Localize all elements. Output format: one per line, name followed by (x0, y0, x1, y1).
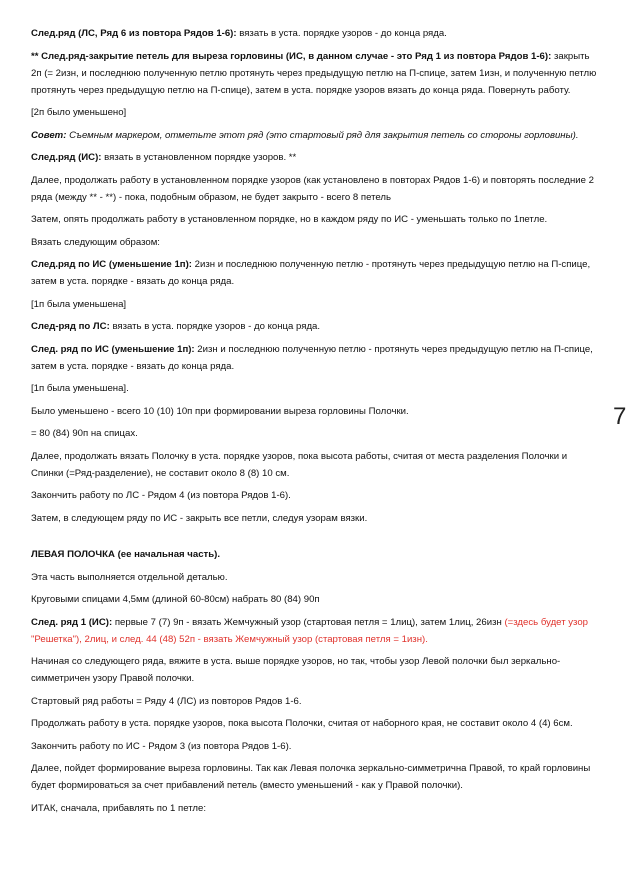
paragraph-rs-row: След-ряд по ЛС: вязать в уста. порядке узоров - до конца ряда. (31, 321, 321, 332)
paragraph-knit-as-follows: Вязать следующим образом: (31, 236, 160, 248)
paragraph-row1-ws: След. ряд 1 (ИС): первые 7 (7) 9п - вязать Жемчужный узор (стартовая петля = 1лиц), затем 1лиц, 26изн (=здесь будет узор "Решетка"), 2лиц, и след. 44 (48) 52п - вязать Жемчужный узор (стартовая петля = 1изн). (31, 616, 589, 645)
paragraph-mirror-pattern: Начиная со следующего ряда, вяжите в уста. выше порядке узоров, но так, чтобы узор Левой полочки был зеркально-симметричен узору Правой полочки. (31, 656, 561, 684)
paragraph-ws-decrease-2: След. ряд по ИС (уменьшение 1п): 2изн и последнюю полученную петлю - протянуть через предыдущую петлю на П-спице, затем в уста. порядке - вязать до конца ряда. (31, 343, 593, 372)
paragraph-start-row: Стартовый ряд работы = Ряду 4 (ЛС) из повторов Рядов 1-6. (31, 695, 302, 707)
document-page (31, 25, 599, 822)
page-number: 7 (613, 403, 627, 430)
paragraph-neck-bindoff: ** След.ряд-закрытие петель для выреза горловины (ИС, в данном случае - это Ряд 1 из повтора Рядов 1-6): закрыть 2п (= 2изн, и последнюю полученную петлю протянуть через предыдущую петлю на П-спице, затем 1изн, и полученную петлю протянуть через предыдущую петлю на П-спице), затем в уста. порядке узоров вязать до конца ряда. Повернуть работу. (31, 50, 597, 96)
paragraph-continue-height: Продолжать работу в уста. порядке узоров, пока высота Полочки, считая от наборного края, не составит около 4 (4) 6см. (31, 718, 573, 729)
paragraph-cast-on: Круговыми спицами 4,5мм (длиной 60-80см) набрать 80 (84) 90п (31, 594, 320, 605)
paragraph-ws-decrease-1: След.ряд по ИС (уменьшение 1п): 2изн и последнюю полученную петлю - протянуть через предыдущую петлю на П-спице, затем в уста. порядке - вязать до конца ряда. (31, 259, 591, 287)
paragraph-stitch-count: = 80 (84) 90п на спицах. (31, 428, 138, 439)
paragraph-finish-ws: Закончить работу по ИС - Рядом 3 (из повтора Рядов 1-6). (31, 740, 292, 752)
paragraph-next-row-ws: След.ряд (ИС): вязать в установленном порядке узоров. ** (31, 152, 297, 163)
section-heading-left-front: ЛЕВАЯ ПОЛОЧКА (ее начальная часть). (31, 549, 220, 560)
paragraph-neckline-shaping: Далее, пойдет формирование выреза горловины. Так как Левая полочка зеркально-симметрична Правой, то край горловины будет формироваться за счет прибавлений петель (вместо уменьшений - как у Правой полочки). (31, 763, 591, 791)
paragraph-then-decrease: Затем, опять продолжать работу в установленном порядке, но в каждом ряду по ИС - уменьшать только по 1петле. (31, 214, 548, 225)
paragraph-total-decreased: Было уменьшено - всего 10 (10) 10п при формировании выреза горловины Полочки. (31, 405, 409, 417)
note-1-decreased: [1п была уменьшена] (31, 298, 127, 310)
lattice-note-red: (=здесь будет узор "Решетка"), 2лиц, и след. 44 (48) 52п - вязать Жемчужный узор (стартовая петля = 1изн). (31, 616, 589, 645)
note-1-decreased-2: [1п была уменьшена]. (31, 383, 129, 394)
note-2-decreased: [2п было уменьшено] (31, 107, 127, 118)
paragraph-continue-repeat: Далее, продолжать работу в установленном порядке узоров (как установлено в повторах Рядов 1-6) и повторять последние 2 ряда (между ** - **) - пока, подобным образом, не будет закрыто - всего 8 петель (31, 174, 594, 203)
paragraph-separate-piece: Эта часть выполняется отдельной деталью. (31, 571, 228, 583)
paragraph-increase-intro: ИТАК, сначала, прибавлять по 1 петле: (31, 802, 206, 814)
tip-paragraph: Совет: Съемным маркером, отметьте этот ряд (это стартовый ряд для закрытия петель со стороны горловины). (31, 129, 579, 141)
section-gap (31, 532, 599, 546)
paragraph-bind-off-all: Затем, в следующем ряду по ИС - закрыть все петли, следуя узорам вязки. (31, 512, 368, 524)
paragraph-finish-rs: Закончить работу по ЛС - Рядом 4 (из повтора Рядов 1-6). (31, 490, 291, 501)
paragraph-continue-front: Далее, продолжать вязать Полочку в уста. порядке узоров, пока высота работы, считая от места разделения Полочки и Спинки (=Ряд-разделение), не составит около 8 (8) 10 см. (31, 450, 568, 479)
paragraph-row6: След.ряд (ЛС, Ряд 6 из повтора Рядов 1-6): вязать в уста. порядке узоров - до конца ряда. (31, 28, 447, 39)
